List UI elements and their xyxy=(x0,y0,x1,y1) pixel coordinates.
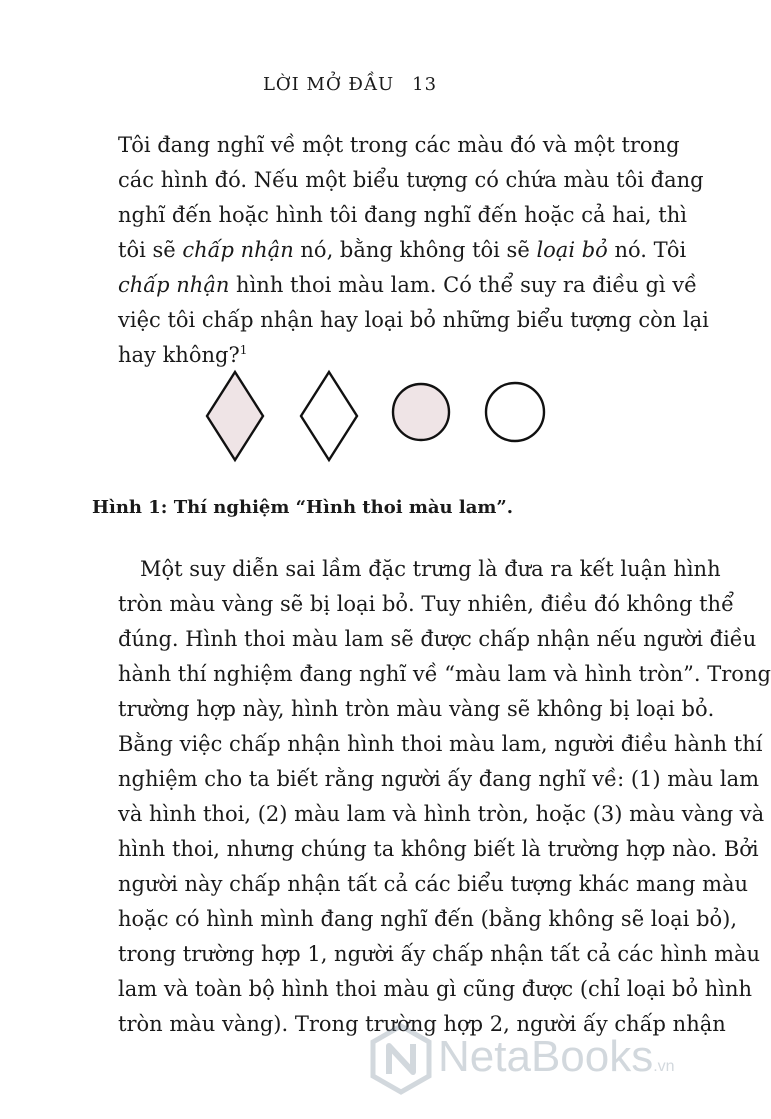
shaded-circle-shape xyxy=(393,384,449,440)
text-line: Bằng việc chấp nhận hình thoi màu lam, người điều hành thí xyxy=(118,732,763,756)
text-line: tôi sẽ chấp nhận nó, bằng không tôi sẽ loại bỏ nó. Tôi xyxy=(118,238,687,262)
text-line: hoặc có hình mình đang nghĩ đến (bằng không sẽ loại bỏ), xyxy=(118,907,738,931)
italic-term: chấp nhận xyxy=(182,238,294,262)
text-line: đúng. Hình thoi màu lam sẽ được chấp nhận nếu người điều xyxy=(118,627,757,651)
watermark-text: NetaBooks.vn xyxy=(438,1032,675,1081)
figure-caption: Hình 1: Thí nghiệm “Hình thoi màu lam”. xyxy=(92,497,514,518)
text-line: và hình thoi, (2) màu lam và hình tròn, hoặc (3) màu vàng và xyxy=(118,802,765,826)
text-line: tròn màu vàng). Trong trường hợp 2, người ấy chấp nhận xyxy=(118,1012,726,1036)
text-line: các hình đó. Nếu một biểu tượng có chứa màu tôi đang xyxy=(118,168,704,192)
text-line: chấp nhận hình thoi màu lam. Có thể suy ra điều gì về xyxy=(118,273,698,297)
text-line: hình thoi, nhưng chúng ta không biết là trường hợp nào. Bởi xyxy=(118,837,759,861)
text-line: trường hợp này, hình tròn màu vàng sẽ không bị loại bỏ. xyxy=(118,697,715,721)
netabooks-watermark xyxy=(370,1020,690,1100)
text-line: Tôi đang nghĩ về một trong các màu đó và một trong xyxy=(118,133,680,157)
shaded-diamond-shape xyxy=(207,372,263,460)
paragraph-2 xyxy=(118,552,771,1042)
text-line: nghĩ đến hoặc hình tôi đang nghĩ đến hoặc cả hai, thì xyxy=(118,203,687,227)
text-line: người này chấp nhận tất cả các biểu tượng khác mang màu xyxy=(118,872,749,896)
text-line: Một suy diễn sai lầm đặc trưng là đưa ra kết luận hình xyxy=(140,557,721,581)
text-line: trong trường hợp 1, người ấy chấp nhận tất cả các hình màu xyxy=(118,942,761,966)
italic-term: chấp nhận xyxy=(118,273,230,297)
text-line: tròn màu vàng sẽ bị loại bỏ. Tuy nhiên, điều đó không thể xyxy=(118,592,735,616)
page-number: 13 xyxy=(412,74,438,95)
italic-term: loại bỏ xyxy=(536,238,608,262)
text-line: nghiệm cho ta biết rằng người ấy đang nghĩ về: (1) màu lam xyxy=(118,767,760,791)
figure-shapes xyxy=(205,366,565,466)
text-line: hay không?$^1$ xyxy=(118,343,248,367)
text-line: lam và toàn bộ hình thoi màu gì cũng được (chỉ loại bỏ hình xyxy=(118,977,753,1001)
white-diamond-shape xyxy=(301,372,357,460)
netabooks-logo-icon xyxy=(370,1024,432,1094)
page-header xyxy=(0,74,700,95)
chapter-title: LỜI MỞ ĐẦU xyxy=(262,74,395,95)
text-line: việc tôi chấp nhận hay loại bỏ những biểu tượng còn lại xyxy=(118,308,709,332)
text-line: hành thí nghiệm đang nghĩ về “màu lam và hình tròn”. Trong xyxy=(118,662,771,686)
white-circle-shape xyxy=(486,383,544,441)
footnote-marker: 1 xyxy=(239,343,248,357)
paragraph-1 xyxy=(118,128,709,373)
